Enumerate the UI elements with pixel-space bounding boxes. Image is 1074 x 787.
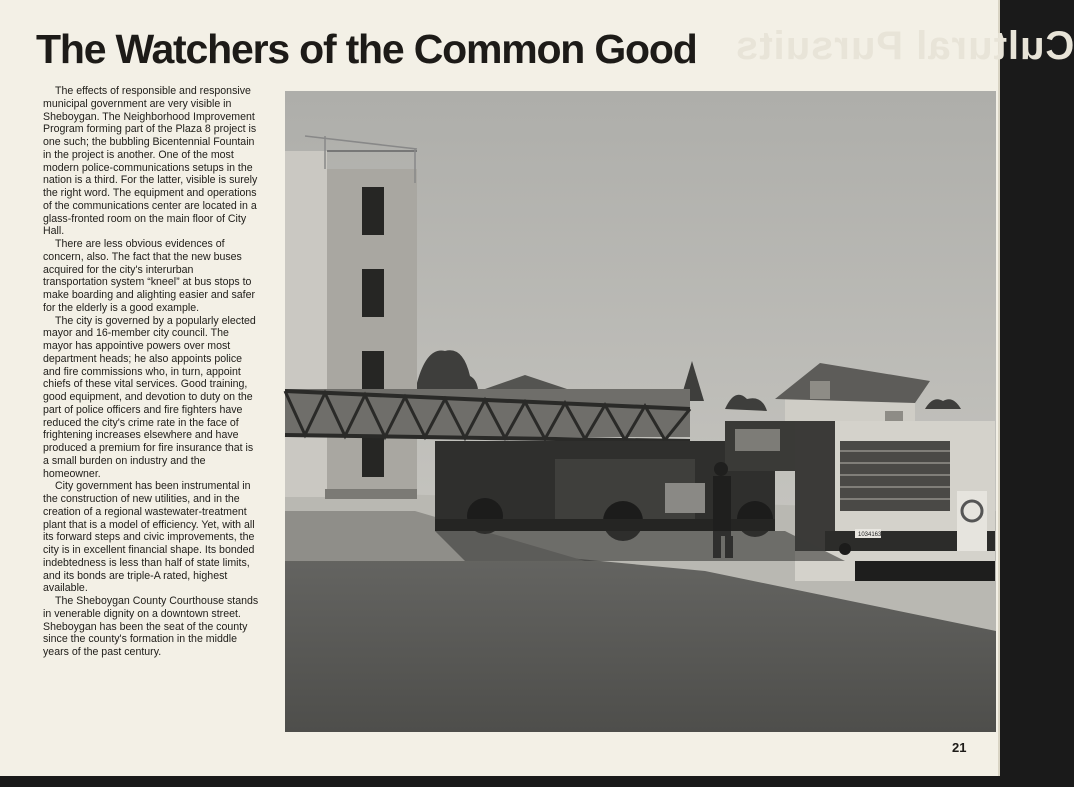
aerial-ladder	[285, 389, 690, 441]
article-paragraph: There are less obvious evidences of concern, also. The fact that the new buses acquired for the city's interurban transportation system “kneel” at bus stops to make boarding and alighting easier and safer for the elderly is a good example.	[43, 238, 256, 314]
article-paragraph: City government has been instrumental in the construction of new utilities, and in the creation of a regional wastewater-treatment plant that is a model of efficiency. Yet, with all its forward steps and civic improvements, the city is in excellent financial shape. Its bonded indebtedness is less than half of state limits, and its bonds are triple-A rated, highest available.	[43, 480, 255, 595]
fire-station-photo	[285, 91, 996, 732]
page-number: 21	[952, 740, 967, 755]
truck-plate: 1034163	[858, 532, 882, 538]
show-through-heading: Cultural Pursuits	[735, 24, 1074, 68]
article-paragraph: The Sheboygan County Courthouse stands in venerable dignity on a downtown street. Sheboygan has been the seat of the county since the county's formation in the middle years of the past century.	[43, 595, 259, 658]
article-paragraph: The city is governed by a popularly elected mayor and 16-member city council. The mayor has appointive powers over most department heads; he also appoints police and fire commissions who, in turn, appoint chiefs of these vital services. Good training, good equipment, and devotion to duty on the part of police officers and fire fighters have reduced the city's crime rate in the face of frightening increases elsewhere and have produced a premium for fire insurance that is a small burden on industry and the homeowner.	[43, 314, 256, 480]
page-title: The Watchers of the Common Good	[36, 26, 697, 72]
article-paragraph: The effects of responsible and responsive municipal government are very visible in Sheboygan. The Neighborhood Improvement Program forming part of the Plaza 8 project is one such; the bubbling Bicentennial Fountain in the project is another. One of the most modern police-communications setups in the nation is a third. For the latter, visible is surely the right word. The equipment and operations of the communications center are located in a glass-fronted room on the main floor of City Hall.	[43, 85, 258, 238]
training-tower	[285, 136, 417, 499]
truck-shadow	[435, 531, 845, 561]
article-body	[43, 85, 261, 659]
